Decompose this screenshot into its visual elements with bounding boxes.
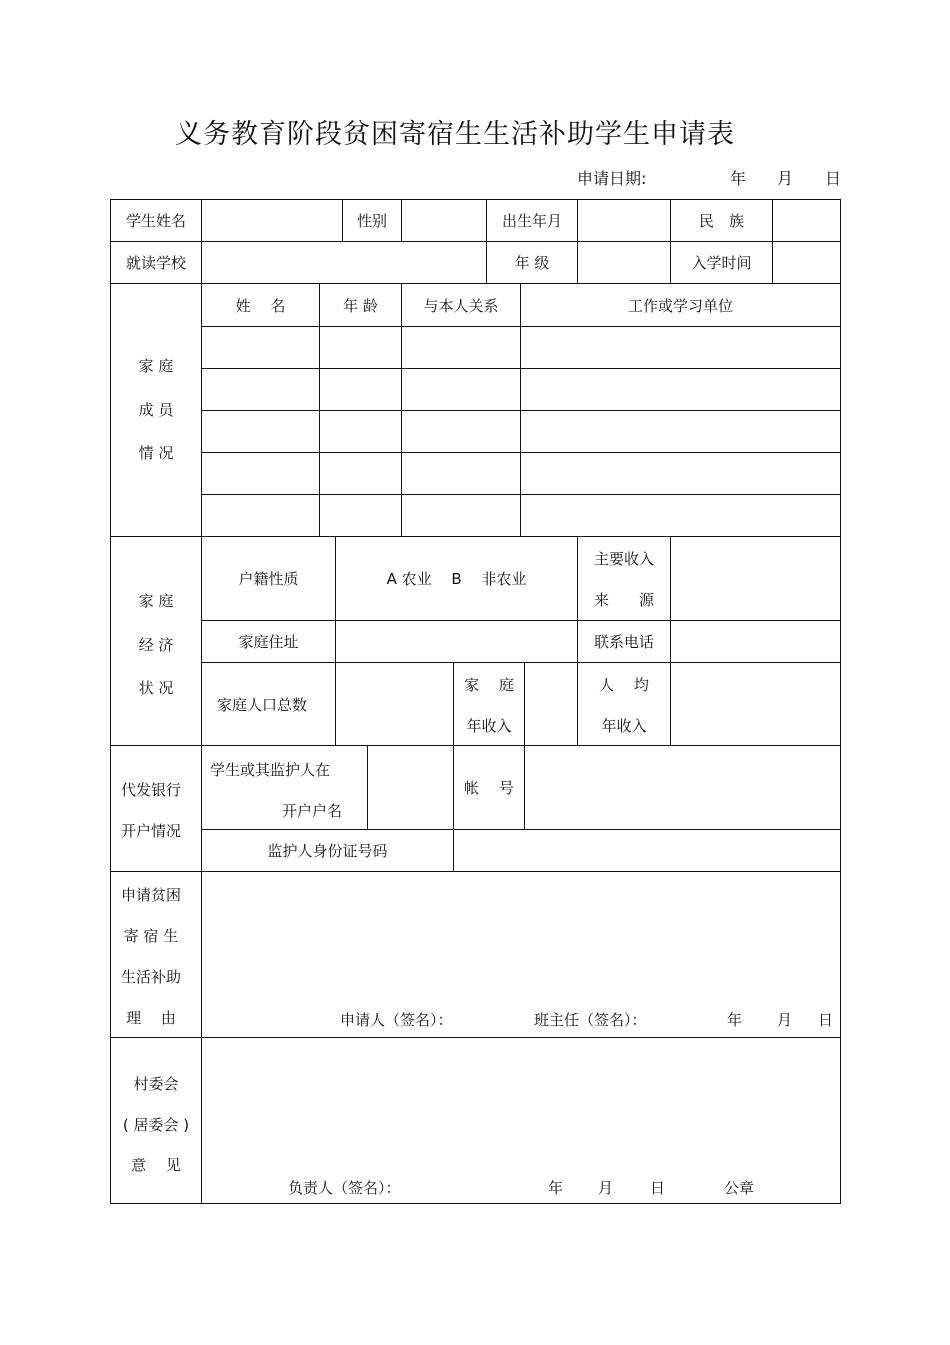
gender-label: 性别: [356, 212, 387, 230]
holder-label-line1: 学生或其监护人在: [210, 761, 331, 779]
committee-label: 村委会 ( 居委会 ) 意 见: [122, 1075, 190, 1174]
member-name-header: 姓 名: [235, 296, 286, 315]
reason-label: 申请贫困 寄 宿 生 生活补助 理 由: [120, 886, 181, 1027]
enroll-field[interactable]: [773, 242, 840, 283]
phone-field[interactable]: [671, 621, 840, 662]
phone-label: 联系电话: [593, 633, 654, 651]
address-label: 家庭住址: [238, 633, 299, 651]
member-work-header: 工作或学习单位: [627, 296, 733, 315]
guardian-id-field[interactable]: [454, 830, 840, 871]
apply-date-label: 申请日期:: [577, 169, 647, 188]
form-title: 义务教育阶段贫困寄宿生生活补助学生申请表: [175, 119, 735, 150]
school-label: 就读学校: [125, 254, 186, 272]
grade-label: 年 级: [514, 254, 550, 272]
teacher-sign-label: 班主任（签名）：: [534, 1011, 647, 1029]
apply-date-month: 月: [777, 169, 794, 188]
per-capita-income-label: 人 均 年收入: [599, 676, 649, 735]
student-name-label: 学生姓名: [125, 212, 186, 230]
holder-label-line2: 开户户名: [282, 802, 343, 820]
holder-name-field[interactable]: [368, 746, 453, 829]
committee-seal: 公章: [724, 1179, 755, 1197]
bank-info-label: 代发银行 开户情况: [120, 781, 181, 840]
reason-year: 年: [727, 1011, 743, 1029]
committee-sign-label: 负责人（签名）：: [288, 1179, 401, 1197]
per-capita-income-field[interactable]: [671, 663, 840, 745]
reason-field[interactable]: [202, 872, 840, 997]
account-field[interactable]: [525, 746, 840, 829]
population-field[interactable]: [336, 663, 453, 745]
birth-field[interactable]: [578, 200, 670, 241]
committee-opinion-field[interactable]: [202, 1038, 840, 1168]
grade-field[interactable]: [578, 242, 670, 283]
family-income-label: 家 庭 年收入: [464, 676, 514, 735]
ethnic-label: 民 族: [698, 212, 744, 230]
address-field[interactable]: [336, 621, 577, 662]
huji-options[interactable]: A 农业 B 非农业: [386, 570, 527, 588]
family-economy-label: 家 庭 经 济 状 况: [138, 592, 174, 697]
committee-day: 日: [650, 1179, 666, 1197]
reason-day: 日: [818, 1011, 834, 1029]
ethnic-field[interactable]: [773, 200, 840, 241]
committee-month: 月: [598, 1179, 614, 1197]
huji-label: 户籍性质: [238, 570, 299, 588]
income-source-field[interactable]: [671, 537, 840, 620]
account-label: 帐 号: [464, 779, 514, 797]
income-source-label: 主要收入 来 源: [593, 550, 654, 609]
enroll-label: 入学时间: [691, 254, 752, 272]
population-label: 家庭人口总数: [216, 695, 307, 714]
student-name-field[interactable]: [202, 200, 342, 241]
apply-date-day: 日: [825, 169, 842, 188]
member-age-header: 年 龄: [343, 296, 378, 315]
applicant-sign-label: 申请人（签名）：: [340, 1011, 453, 1029]
reason-month: 月: [777, 1011, 793, 1029]
apply-date-year: 年: [730, 169, 747, 188]
birth-label: 出生年月: [501, 212, 562, 230]
member-relation-header: 与本人关系: [423, 296, 499, 315]
committee-year: 年: [548, 1179, 564, 1197]
family-income-field[interactable]: [525, 663, 577, 745]
gender-field[interactable]: [402, 200, 486, 241]
school-field[interactable]: [202, 242, 486, 283]
guardian-id-label: 监护人身份证号码: [267, 842, 388, 860]
family-members-label: 家 庭 成 员 情 况: [138, 357, 174, 462]
